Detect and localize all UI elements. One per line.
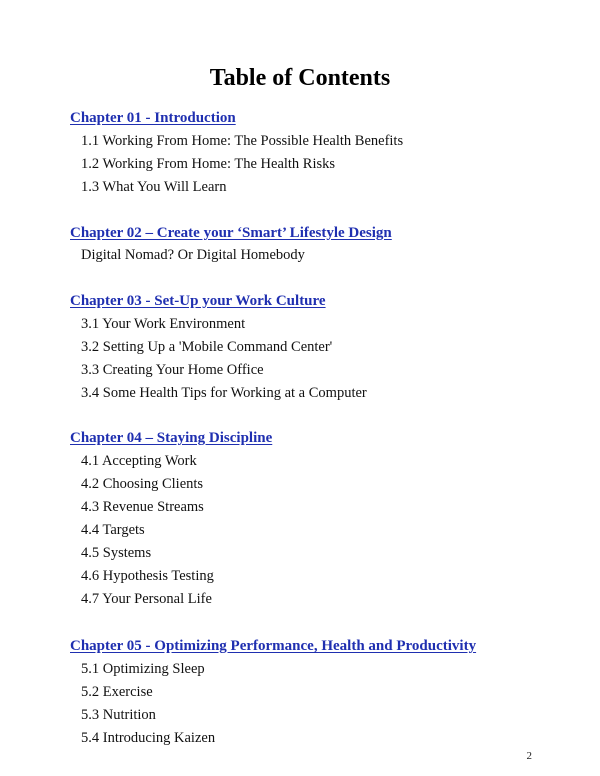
page-title: Table of Contents [209,65,391,91]
toc-entry-3-2: 3.2 Setting Up a 'Mobile Command Center' [81,339,333,355]
toc-entry-5-1: 5.1 Optimizing Sleep [81,661,205,677]
toc-entry-3-3: 3.3 Creating Your Home Office [81,362,264,378]
toc-entry-4-3: 4.3 Revenue Streams [81,499,204,515]
toc-entry-5-2: 5.2 Exercise [81,684,153,700]
toc-entry-3-1: 3.1 Your Work Environment [81,316,246,332]
toc-entry-1-2: 1.2 Working From Home: The Health Risks [81,156,336,172]
toc-entry-4-5: 4.5 Systems [81,545,152,561]
chapter-03-link[interactable]: Chapter 03 - Set-Up your Work Culture [70,293,326,309]
chapter-02-link[interactable]: Chapter 02 – Create your ‘Smart’ Lifestyle Design [70,225,392,241]
chapter-05-link[interactable]: Chapter 05 - Optimizing Performance, Health and Productivity [70,638,477,654]
toc-entry-3-4: 3.4 Some Health Tips for Working at a Computer [81,385,367,401]
chapter-04-link[interactable]: Chapter 04 – Staying Discipline [70,430,273,446]
chapter-01-link[interactable]: Chapter 01 - Introduction [70,110,236,126]
toc-entry-4-1: 4.1 Accepting Work [81,453,197,469]
toc-entry-5-3: 5.3 Nutrition [81,707,156,723]
toc-entry-4-6: 4.6 Hypothesis Testing [81,568,214,584]
toc-entry-4-7: 4.7 Your Personal Life [81,591,212,607]
toc-entry-5-4: 5.4 Introducing Kaizen [81,730,216,746]
toc-entry-1-3: 1.3 What You Will Learn [81,179,227,195]
toc-entry-4-4: 4.4 Targets [81,522,145,538]
page-number: 2 [526,750,532,762]
toc-entry-4-2: 4.2 Choosing Clients [81,476,204,492]
toc-entry-2-1: Digital Nomad? Or Digital Homebody [81,247,305,263]
toc-entry-1-1: 1.1 Working From Home: The Possible Health Benefits [81,133,404,149]
